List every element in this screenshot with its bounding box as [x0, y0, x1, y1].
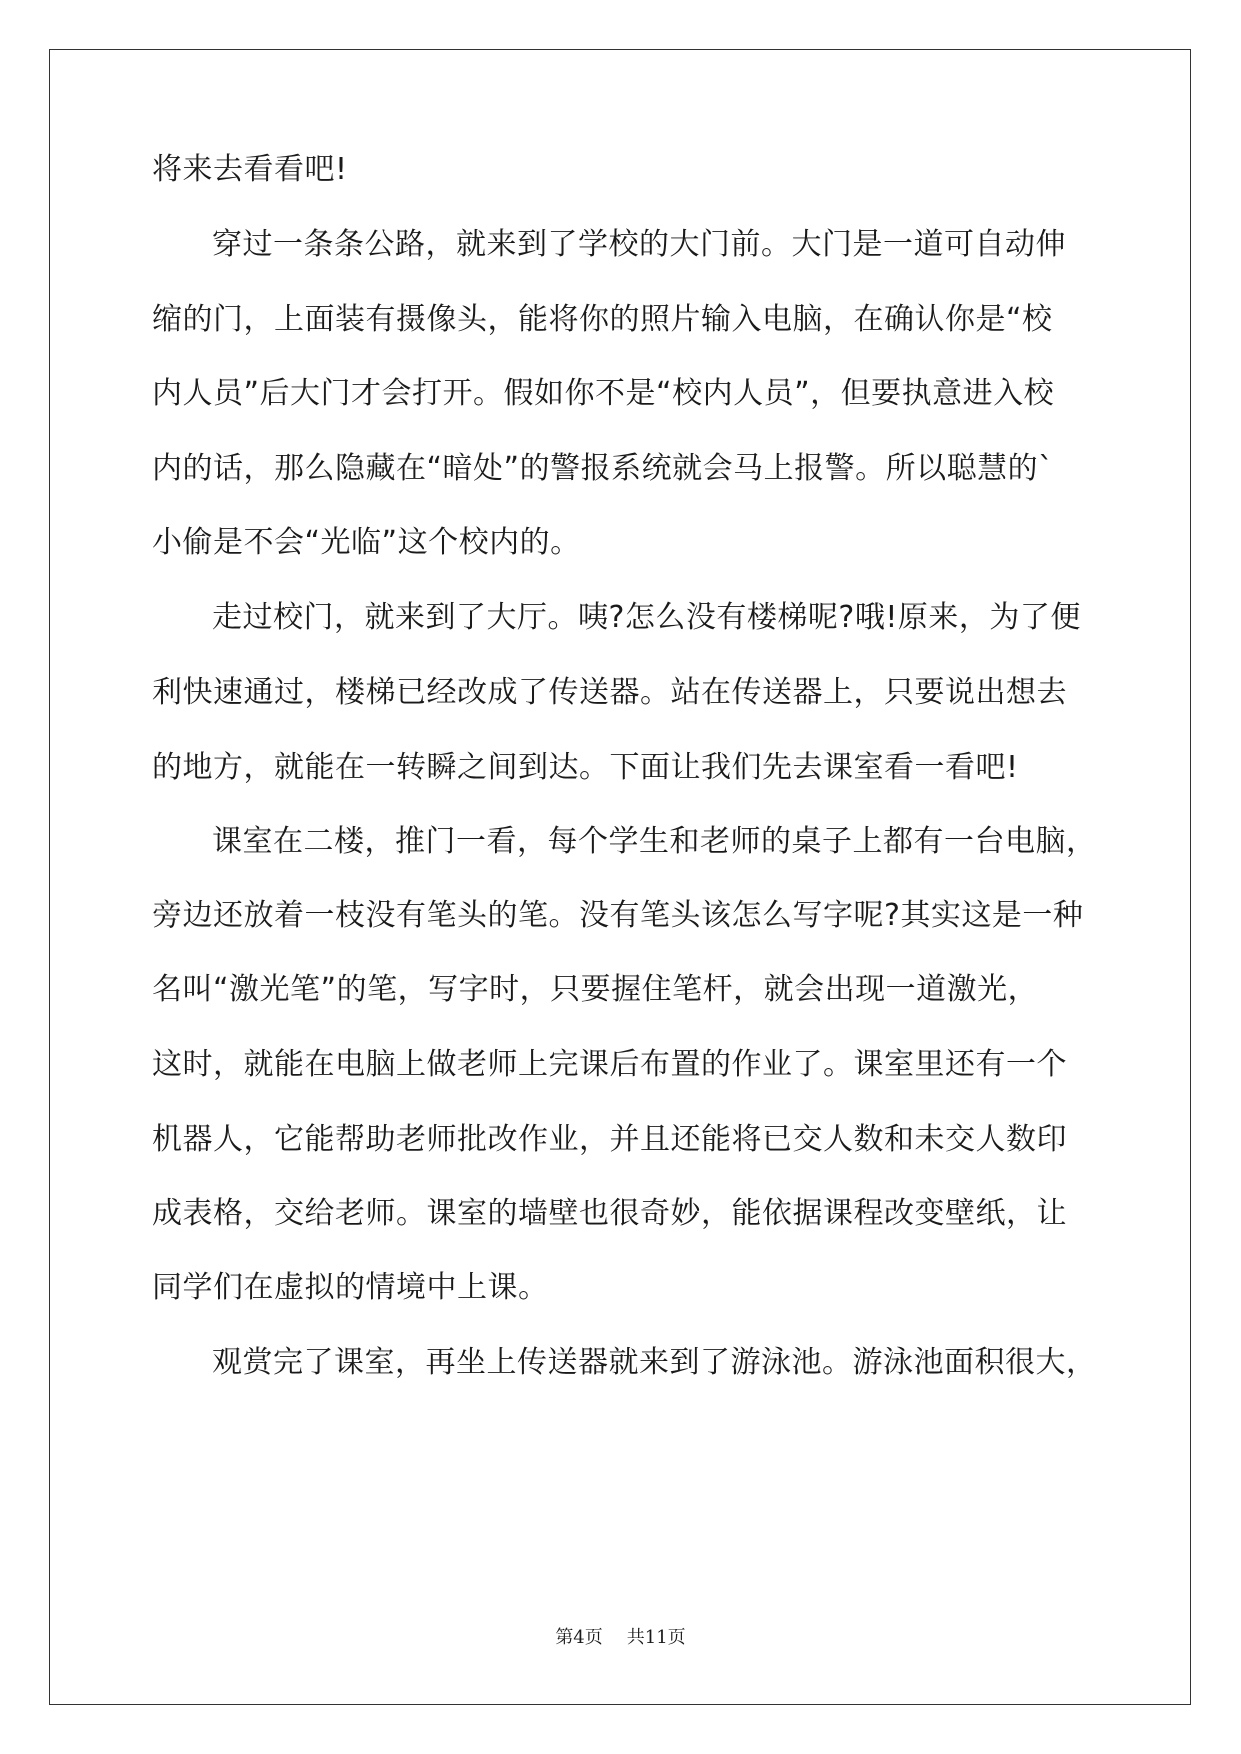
- paragraph-start-line: 课室在二楼，推门一看，每个学生和老师的桌子上都有一台电脑，: [212, 824, 1097, 859]
- text-line: 的地方，就能在一转瞬之间到达。下面让我们先去课室看一看吧!: [152, 750, 1019, 785]
- paragraph-start-line: 走过校门，就来到了大厅。咦?怎么没有楼梯呢?哦!原来，为了便: [212, 600, 1081, 635]
- page-number: 第4页: [555, 1627, 603, 1648]
- paragraph-start-line: 穿过一条条公路，就来到了学校的大门前。大门是一道可自动伸: [212, 227, 1066, 262]
- page-border: [49, 49, 1191, 1705]
- text-line: 成表格，交给老师。课室的墙壁也很奇妙，能依据课程改变壁纸，让: [152, 1196, 1067, 1231]
- text-line: 利快速通过，楼梯已经改成了传送器。站在传送器上，只要说出想去: [152, 675, 1067, 710]
- text-line: 内的话，那么隐藏在“暗处”的警报系统就会马上报警。所以聪慧的`: [152, 451, 1054, 486]
- text-line: 将来去看看吧!: [152, 152, 348, 187]
- text-line: 内人员”后大门才会打开。假如你不是“校内人员”，但要执意进入校: [152, 376, 1055, 411]
- text-line: 机器人，它能帮助老师批改作业，并且还能将已交人数和未交人数印: [152, 1122, 1067, 1157]
- paragraph-start-line: 观赏完了课室，再坐上传送器就来到了游泳池。游泳池面积很大，: [212, 1345, 1097, 1380]
- text-line: 旁边还放着一枝没有笔头的笔。没有笔头该怎么写字呢?其实这是一种: [152, 898, 1084, 933]
- text-line: 名叫“激光笔”的笔，写字时，只要握住笔杆，就会出现一道激光，: [152, 972, 1039, 1007]
- text-line: 缩的门，上面装有摄像头，能将你的照片输入电脑，在确认你是“校: [152, 302, 1053, 337]
- text-line: 小偷是不会“光临”这个校内的。: [152, 525, 581, 560]
- page-total: 共11页: [626, 1627, 686, 1648]
- text-line: 同学们在虚拟的情境中上课。: [152, 1270, 549, 1305]
- page-footer: [0, 1626, 1241, 1650]
- text-line: 这时，就能在电脑上做老师上完课后布置的作业了。课室里还有一个: [152, 1047, 1067, 1082]
